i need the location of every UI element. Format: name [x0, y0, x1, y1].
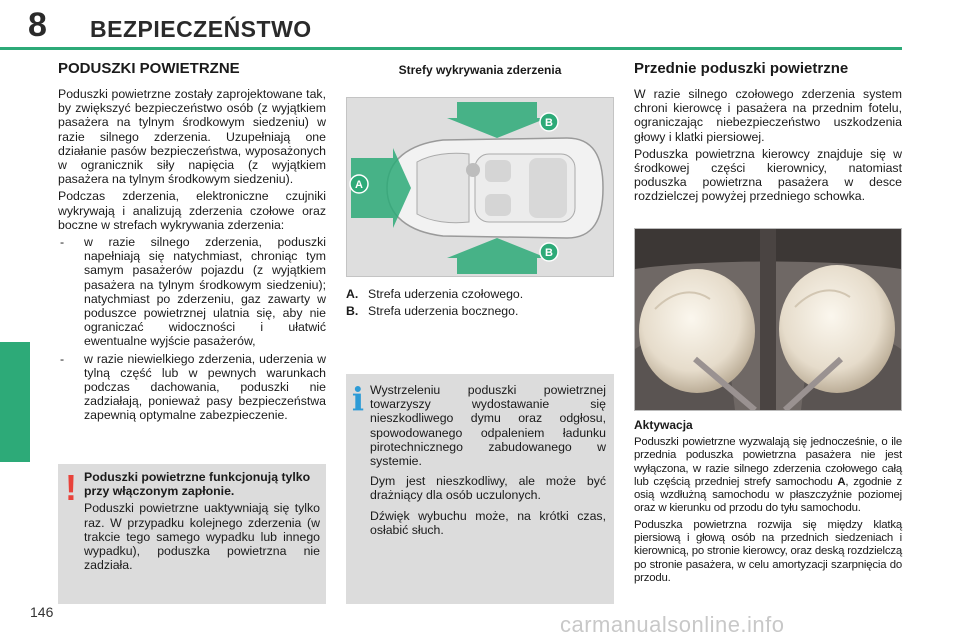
front-airbags-paragraph-2: Poduszka powietrzna kierowcy znajduje się w środkowej części kierownicy, natomiast poduszka powietrzna pasażera w desce rozdzielczej powyżej przedniego schowka.	[634, 146, 902, 204]
zone-b-bottom-label: B	[545, 247, 553, 259]
header-divider	[0, 47, 902, 50]
zone-b-top-label: B	[545, 117, 553, 129]
section-title: PODUSZKI POWIETRZNE	[58, 60, 240, 77]
info-paragraph-2: Dym jest nieszkodliwy, ale może być drażniący dla osób uczulonych.	[370, 474, 606, 503]
airbags-intro-section	[58, 60, 326, 426]
collision-list	[58, 235, 326, 423]
list-item: - w razie niewielkiego zderzenia, uderzenia w tylną część lub w pewnych warunkach podczas dachowania, poduszki nie zadziałają, ponieważ pasy bezpieczeństwa zapewnią optymalne zabezpieczenie.	[60, 351, 326, 423]
activation-section	[634, 418, 902, 585]
section-title: Przednie poduszki powietrzne	[634, 60, 849, 77]
warning-paragraph: Poduszki powietrzne uaktywniają się tylko raz. W przypadku kolejnego zderzenia (w trakcie tego samego wypadku lub innego wypadku), poduszka powietrzna nie zadziała.	[84, 501, 320, 573]
legend-row-a: A. Strefa uderzenia czołowego.	[346, 287, 524, 301]
car-top-view-icon	[347, 98, 613, 276]
page-number: 146	[30, 604, 54, 620]
legend-row-b: B. Strefa uderzenia bocznego.	[346, 304, 519, 318]
intro-paragraph: Poduszki powietrzne zostały zaprojektowane tak, by zwiększyć bezpieczeństwo osób (z wyjątkiem pasażera na tylnym środkowym siedzeniu) w razie silnego zderzenia. Uzupełniają one działanie pasów bezpieczeństwa, wyposażonych w ogranicznik siły napięcia (z wyjątkiem pasażera na tylnym środkowym siedzeniu).	[58, 87, 326, 187]
warning-bold: Poduszki powietrzne funkcjonują tylko przy włączonym zapłonie.	[84, 470, 311, 499]
warning-text	[84, 470, 320, 572]
chapter-side-tab	[0, 342, 30, 462]
watermark: carmanualsonline.info	[560, 612, 785, 637]
airbag-photo-icon	[635, 229, 901, 410]
info-icon: i	[351, 380, 365, 418]
info-paragraph-1: Wystrzeleniu poduszki powietrznej towarzyszy wydostawanie się nieszkodliwego dymu oraz odgłosu, spowodowanego odpaleniem ładunku pirotechnicznego zabudowanego w systemie.	[370, 383, 606, 469]
front-airbags-paragraph-1: W razie silnego czołowego zderzenia system chroni kierowcę i pasażera na przednim fotelu, ograniczając niebezpieczeństwo uszkodzenia głowy i klatki piersiowej.	[634, 87, 902, 144]
sensors-paragraph: Podczas zderzenia, elektroniczne czujniki wykrywają i analizują zderzenia czołowe oraz boczne w strefach wykrywania zderzenia:	[58, 189, 326, 232]
front-airbags-section	[634, 60, 902, 204]
deployed-airbags-photo	[634, 228, 902, 411]
list-item: - w razie silnego zderzenia, poduszki napełniają się natychmiast, chroniąc tym samym pasażerów pojazdu (z wyjątkiem pasażera na tylnym środkowym siedzeniu); natychmiast po zderzeniu, gaz zawarty w poduszce powietrznej ulatnia się, aby nie ograniczać widoczności i ułatwić ewentualne wyjście pasażerów,	[60, 235, 326, 349]
activation-paragraph-1: Poduszki powietrzne wyzwalają się jednocześnie, o ile przednia poduszka powietrzna pasażera nie jest wyłączona, w razie silnego zderzenia czołowego całą lub częścią przedniej strefy samochodu A, zgodnie z osią wzdłużną samochodu w płaszczyźnie poziomej oraz w kierunku od przodu do tyłu samochodu.	[634, 436, 902, 515]
info-paragraph-3: Dźwięk wybuchu może, na krótki czas, osłabić słuch.	[370, 508, 606, 537]
info-text	[370, 383, 606, 543]
diagram-legend	[346, 286, 614, 320]
zone-a-label: A	[355, 179, 363, 191]
chapter-number: 8	[28, 6, 47, 44]
activation-paragraph-2: Poduszka powietrzna rozwija się między klatką piersiową i głową osób na przednich siedzeniach i kierownicą, po stronie kierowcy, oraz deską rozdzielczą po stronie pasażera, w celu amortyzacji szarpnięcia do przodu.	[634, 518, 902, 584]
warning-exclamation-icon: !	[65, 467, 77, 508]
detection-zones-diagram	[346, 97, 614, 277]
activation-title: Aktywacja	[634, 418, 693, 432]
detection-zones-title: Strefy wykrywania zderzenia	[398, 63, 562, 77]
chapter-title: BEZPIECZEŃSTWO	[90, 16, 312, 42]
